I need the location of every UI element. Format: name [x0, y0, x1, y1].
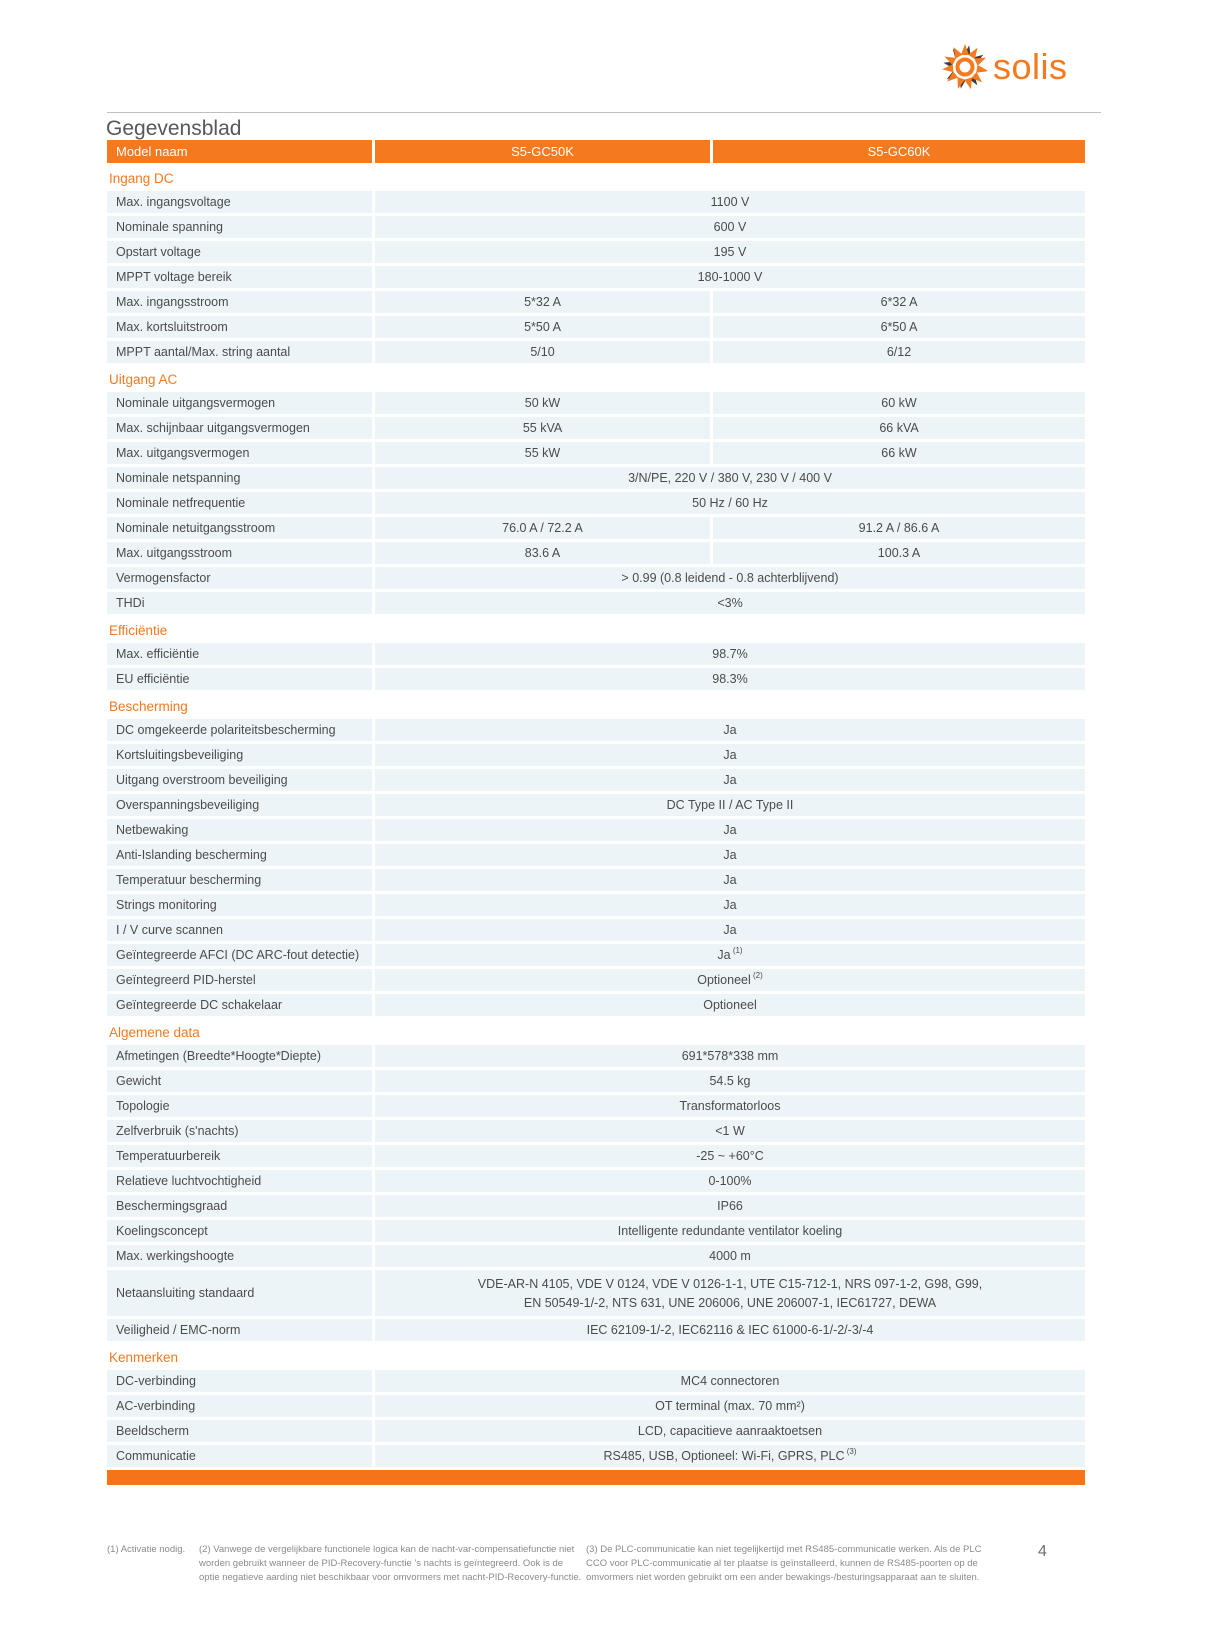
spec-row	[107, 1420, 1085, 1442]
spec-row-label: THDi	[107, 592, 372, 614]
spec-value-shared: Ja	[375, 894, 1085, 916]
spec-value-shared: 50 Hz / 60 Hz	[375, 492, 1085, 514]
spec-row-label: DC omgekeerde polariteitsbescherming	[107, 719, 372, 741]
spec-row-label: Nominale netfrequentie	[107, 492, 372, 514]
spec-row	[107, 567, 1085, 589]
spec-value-s5-gc50k: 55 kVA	[375, 417, 710, 439]
spec-row-label: Max. kortsluitstroom	[107, 316, 372, 338]
spec-row	[107, 341, 1085, 363]
section-title: Bescherming	[109, 699, 188, 714]
spec-value-s5-gc60k: 6*32 A	[713, 291, 1085, 313]
spec-row-label: Veiligheid / EMC-norm	[107, 1319, 372, 1341]
spec-row-label: Beschermingsgraad	[107, 1195, 372, 1217]
spec-value-shared: Optioneel $^{(2)}$	[375, 969, 1085, 991]
spec-row	[107, 592, 1085, 614]
spec-row	[107, 266, 1085, 288]
spec-row-label: Netaansluiting standaard	[107, 1270, 372, 1316]
spec-value-shared: > 0.99 (0.8 leidend - 0.8 achterblijvend)	[375, 567, 1085, 589]
spec-row-label: Communicatie	[107, 1445, 372, 1467]
spec-row-label: DC-verbinding	[107, 1370, 372, 1392]
spec-value-shared: Ja	[375, 869, 1085, 891]
spec-row	[107, 969, 1085, 991]
spec-row-label: Topologie	[107, 1095, 372, 1117]
footnotes	[107, 1543, 1107, 1584]
spec-row-label: Zelfverbruik (s'nachts)	[107, 1120, 372, 1142]
spec-row	[107, 819, 1085, 841]
spec-row	[107, 1319, 1085, 1341]
spec-value-shared: MC4 connectoren	[375, 1370, 1085, 1392]
spec-row	[107, 417, 1085, 439]
spec-row-label: Max. ingangsvoltage	[107, 191, 372, 213]
spec-value-s5-gc60k: 91.2 A / 86.6 A	[713, 517, 1085, 539]
spec-row-label: Nominale uitgangsvermogen	[107, 392, 372, 414]
spec-row	[107, 1195, 1085, 1217]
spec-row	[107, 994, 1085, 1016]
spec-row-label: Relatieve luchtvochtigheid	[107, 1170, 372, 1192]
spec-row	[107, 1145, 1085, 1167]
spec-row-label: MPPT aantal/Max. string aantal	[107, 341, 372, 363]
brand-name: solis	[993, 46, 1068, 87]
table-header-row	[107, 140, 1085, 163]
spec-value-s5-gc60k: 60 kW	[713, 392, 1085, 414]
spec-value-s5-gc60k: 66 kVA	[713, 417, 1085, 439]
spec-row	[107, 1120, 1085, 1142]
spec-value-shared: 98.3%	[375, 668, 1085, 690]
spec-value-shared: Ja	[375, 769, 1085, 791]
spec-row	[107, 894, 1085, 916]
spec-value-shared: RS485, USB, Optioneel: Wi-Fi, GPRS, PLC $^{(3)}$	[375, 1445, 1085, 1467]
spec-row-label: Max. efficiëntie	[107, 643, 372, 665]
spec-row-label: I / V curve scannen	[107, 919, 372, 941]
spec-row	[107, 769, 1085, 791]
spec-row	[107, 1370, 1085, 1392]
spec-value-shared: Ja	[375, 719, 1085, 741]
spec-value-shared: <3%	[375, 592, 1085, 614]
spec-value-shared: Optioneel	[375, 994, 1085, 1016]
spec-row	[107, 392, 1085, 414]
table-header-model-s5-gc60k: S5-GC60K	[713, 140, 1085, 163]
spec-value-shared: 180-1000 V	[375, 266, 1085, 288]
spec-row	[107, 316, 1085, 338]
page-number: 4	[1038, 1543, 1047, 1560]
spec-row	[107, 492, 1085, 514]
spec-row	[107, 719, 1085, 741]
solis-sun-icon	[942, 44, 988, 90]
spec-row	[107, 1245, 1085, 1267]
spec-row	[107, 216, 1085, 238]
spec-value-s5-gc50k: 50 kW	[375, 392, 710, 414]
spec-value-shared: 3/N/PE, 220 V / 380 V, 230 V / 400 V	[375, 467, 1085, 489]
spec-row	[107, 944, 1085, 966]
spec-row	[107, 1270, 1085, 1316]
spec-row	[107, 1095, 1085, 1117]
spec-row	[107, 668, 1085, 690]
spec-row-label: Max. uitgangsstroom	[107, 542, 372, 564]
spec-row	[107, 542, 1085, 564]
spec-value-shared: <1 W	[375, 1120, 1085, 1142]
spec-row-label: Uitgang overstroom beveiliging	[107, 769, 372, 791]
spec-row-label: Kortsluitingsbeveiliging	[107, 744, 372, 766]
spec-row	[107, 869, 1085, 891]
spec-row	[107, 442, 1085, 464]
section-title: Uitgang AC	[109, 372, 178, 387]
spec-value-shared: Ja	[375, 819, 1085, 841]
spec-value-s5-gc60k: 66 kW	[713, 442, 1085, 464]
spec-row	[107, 1170, 1085, 1192]
spec-row	[107, 794, 1085, 816]
page-title: Gegevensblad	[106, 117, 242, 140]
spec-value-shared: Ja	[375, 919, 1085, 941]
spec-row	[107, 467, 1085, 489]
spec-value-shared: 4000 m	[375, 1245, 1085, 1267]
table-body	[107, 165, 1085, 1467]
spec-value-shared: 0-100%	[375, 1170, 1085, 1192]
spec-value-s5-gc50k: 76.0 A / 72.2 A	[375, 517, 710, 539]
table-bottom-bar	[107, 1470, 1085, 1485]
footnote-2: (2) Vanwege de vergelijkbare functionele logica kan de nacht-var-compensatiefunctie niet worden gebruikt wanneer de PID-Recovery-functie 's nachts is geïntegreerd. Ook is de optie negatieve aarding niet beschikbaar voor omvormers met nacht-PID-Recovery-functie.	[199, 1544, 582, 1583]
spec-value-shared: IEC 62109-1/-2, IEC62116 & IEC 61000-6-1/-2/-3/-4	[375, 1319, 1085, 1341]
spec-row-label: Gewicht	[107, 1070, 372, 1092]
spec-row-label: Nominale netspanning	[107, 467, 372, 489]
spec-value-shared: Ja	[375, 844, 1085, 866]
spec-row	[107, 643, 1085, 665]
spec-row-label: Nominale netuitgangsstroom	[107, 517, 372, 539]
spec-value-shared: 600 V	[375, 216, 1085, 238]
spec-row	[107, 1045, 1085, 1067]
section-title: Efficiëntie	[109, 623, 168, 638]
spec-row-label: MPPT voltage bereik	[107, 266, 372, 288]
spec-value-shared: 691*578*338 mm	[375, 1045, 1085, 1067]
spec-value-shared: 98.7%	[375, 643, 1085, 665]
spec-value-s5-gc50k: 83.6 A	[375, 542, 710, 564]
spec-row	[107, 291, 1085, 313]
spec-row-label: Geïntegreerd PID-herstel	[107, 969, 372, 991]
spec-row	[107, 517, 1085, 539]
spec-row-label: Opstart voltage	[107, 241, 372, 263]
footnote-3: (3) De PLC-communicatie kan niet tegelijkertijd met RS485-communicatie werken. Als de PLC CCO voor PLC-communicatie al ter plaatse is geïnstalleerd, kunnen de RS485-poorten op de omvormers niet worden gebruikt om een ander bewakings-/besturingsapparaat aan te sluiten.	[586, 1544, 982, 1583]
spec-value-s5-gc50k: 5*32 A	[375, 291, 710, 313]
spec-row	[107, 191, 1085, 213]
spec-row-label: Nominale spanning	[107, 216, 372, 238]
spec-row	[107, 919, 1085, 941]
spec-value-s5-gc60k: 100.3 A	[713, 542, 1085, 564]
spec-row-label: Strings monitoring	[107, 894, 372, 916]
spec-row-label: Netbewaking	[107, 819, 372, 841]
spec-row	[107, 1070, 1085, 1092]
spec-row-label: Max. werkingshoogte	[107, 1245, 372, 1267]
solis-logo	[942, 44, 1068, 90]
spec-value-s5-gc50k: 55 kW	[375, 442, 710, 464]
spec-row-label: Max. schijnbaar uitgangsvermogen	[107, 417, 372, 439]
section-title: Kenmerken	[109, 1350, 179, 1365]
spec-row-label: EU efficiëntie	[107, 668, 372, 690]
spec-value-s5-gc50k: 5*50 A	[375, 316, 710, 338]
spec-value-s5-gc60k: 6/12	[713, 341, 1085, 363]
spec-row-label: Koelingsconcept	[107, 1220, 372, 1242]
spec-row-label: Geïntegreerde DC schakelaar	[107, 994, 372, 1016]
spec-value-shared: Ja $^{(1)}$	[375, 944, 1085, 966]
spec-row	[107, 1395, 1085, 1417]
spec-value-shared: OT terminal (max. 70 mm²)	[375, 1395, 1085, 1417]
spec-row-label: Temperatuurbereik	[107, 1145, 372, 1167]
spec-value-shared: DC Type II / AC Type II	[375, 794, 1085, 816]
spec-value-shared: IP66	[375, 1195, 1085, 1217]
spec-row	[107, 241, 1085, 263]
spec-row-label: Vermogensfactor	[107, 567, 372, 589]
table-header-model-s5-gc50k: S5-GC50K	[375, 140, 710, 163]
spec-value-shared: 195 V	[375, 241, 1085, 263]
header-divider	[107, 112, 1101, 113]
table-header-model: Model naam	[107, 140, 372, 163]
spec-value-s5-gc50k: 5/10	[375, 341, 710, 363]
section-title: Ingang DC	[109, 171, 174, 186]
footnote-1: (1) Activatie nodig.	[107, 1544, 186, 1555]
spec-row-label: Anti-Islanding bescherming	[107, 844, 372, 866]
spec-table	[107, 140, 1085, 1485]
spec-row-label: Beeldscherm	[107, 1420, 372, 1442]
spec-value-shared: 54.5 kg	[375, 1070, 1085, 1092]
spec-row	[107, 844, 1085, 866]
spec-row-label: Temperatuur bescherming	[107, 869, 372, 891]
spec-value-shared: 1100 V	[375, 191, 1085, 213]
spec-value-shared: Ja	[375, 744, 1085, 766]
spec-value-shared: LCD, capacitieve aanraaktoetsen	[375, 1420, 1085, 1442]
spec-row-label: Max. uitgangsvermogen	[107, 442, 372, 464]
spec-value-shared: -25 ~ +60°C	[375, 1145, 1085, 1167]
spec-value-shared: VDE-AR-N 4105, VDE V 0124, VDE V 0126-1-1, UTE C15-712-1, NRS 097-1-2, G98, G99, EN 50549-1/-2, NTS 631, UNE 206006, UNE 206007-1, IEC61727, DEWA	[375, 1270, 1085, 1316]
spec-row-label: Afmetingen (Breedte*Hoogte*Diepte)	[107, 1045, 372, 1067]
spec-value-shared: Transformatorloos	[375, 1095, 1085, 1117]
spec-value-shared: Intelligente redundante ventilator koeling	[375, 1220, 1085, 1242]
spec-row	[107, 744, 1085, 766]
spec-row-label: AC-verbinding	[107, 1395, 372, 1417]
spec-row	[107, 1220, 1085, 1242]
section-title: Algemene data	[109, 1025, 200, 1040]
spec-row-label: Geïntegreerde AFCI (DC ARC-fout detectie)	[107, 944, 372, 966]
spec-row	[107, 1445, 1085, 1467]
spec-row-label: Max. ingangsstroom	[107, 291, 372, 313]
spec-row-label: Overspanningsbeveiliging	[107, 794, 372, 816]
spec-value-s5-gc60k: 6*50 A	[713, 316, 1085, 338]
